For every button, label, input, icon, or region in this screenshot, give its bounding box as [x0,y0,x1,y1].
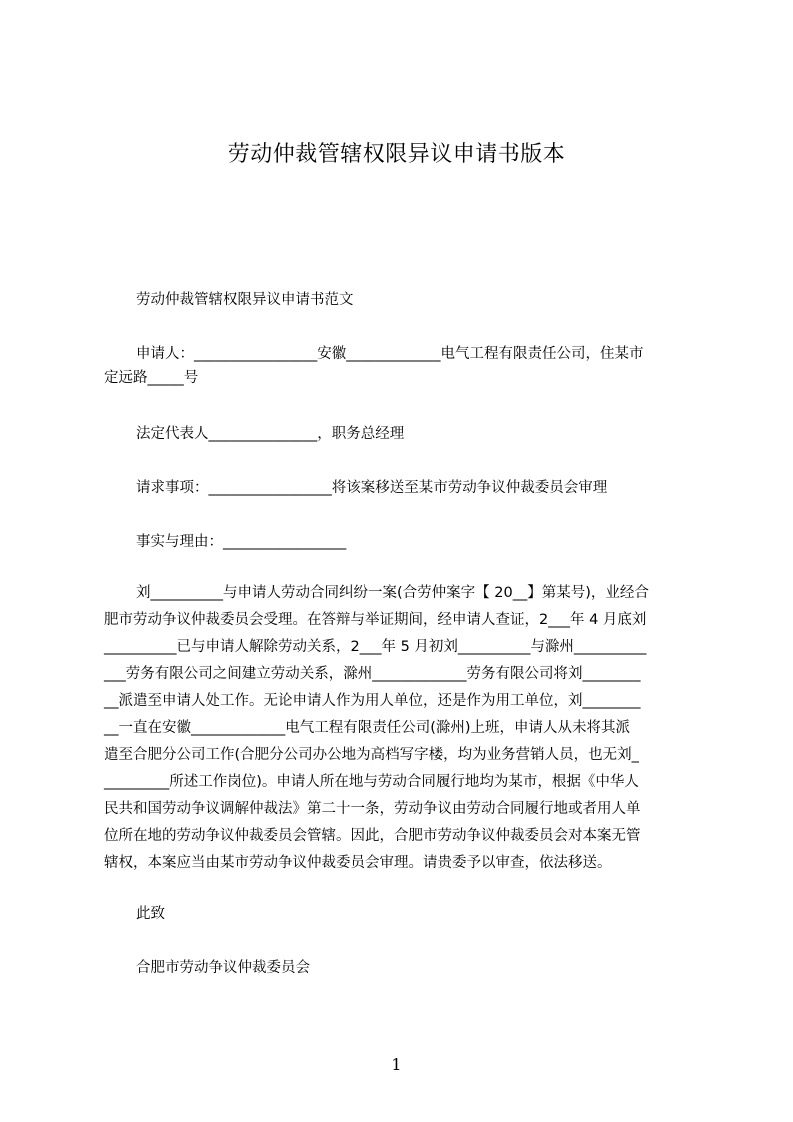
facts-line: __________已与申请人解除劳动关系，2___年 5 月初刘__________与滁州__________ [104,639,647,655]
facts-line: 遣至合肥分公司工作(合肥分公司办公地为高档写字楼，均为业务营销人员，也无刘_ [104,747,639,763]
request-text: 请求事项：_________________将该案移送至某市劳动争议仲裁委员会审理 [136,480,608,496]
legal-rep-text: 法定代表人_______________，职务总经理 [136,426,405,442]
salutation [104,902,699,926]
salutation-text: 此致 [136,906,165,922]
recipient [104,956,699,980]
facts-line: 辖权，本案应当由某市劳动争议仲裁委员会审理。请贵委予以审查，依法移送。 [104,855,612,871]
applicant-line-2: 定远路_____号 [104,370,199,386]
document-title: 劳动仲裁管辖权限异议申请书版本 [227,142,566,167]
facts-line: ___劳务有限公司之间建立劳动关系，滁州_____________劳务有限公司将刘________ [104,666,641,682]
facts-line: __派遣至申请人处工作。无论申请人作为用人单位，还是作为用工单位，刘________ [104,693,641,709]
applicant-line-1: 申请人：_________________安徽_____________电气工程有限责任公司，住某市 [136,346,644,362]
document-subtitle [104,288,699,312]
facts-line: __一直在安徽_____________电气工程有限责任公司(滁州)上班，申请人从未将其派 [104,720,631,736]
facts-heading [104,530,699,554]
request-items [104,476,699,500]
facts-paragraph [104,580,699,877]
applicant-section [104,342,699,390]
legal-representative [104,422,699,446]
page-number: 1 [391,1055,402,1074]
facts-line: _________所述工作岗位)。申请人所在地与劳动合同履行地均为某市，根据《中华人 [104,774,639,790]
facts-heading-text: 事实与理由：_________________ [136,534,347,550]
facts-line: 肥市劳动争议仲裁委员会受理。在答辩与举证期间，经申请人查证，2___年 4 月底刘 [104,612,647,628]
facts-line: 民共和国劳动争议调解仲裁法》第二十一条，劳动争议由劳动合同履行地或者用人单 [104,801,641,817]
recipient-text: 合肥市劳动争议仲裁委员会 [136,960,310,976]
subtitle-text: 劳动仲裁管辖权限异议申请书范文 [136,292,354,308]
facts-line: 刘__________与申请人劳动合同纠纷一案(合劳仲案字【 20__】第某号)，业经合 [136,585,649,601]
facts-line: 位所在地的劳动争议仲裁委员会管辖。因此，合肥市劳动争议仲裁委员会对本案无管 [104,828,641,844]
